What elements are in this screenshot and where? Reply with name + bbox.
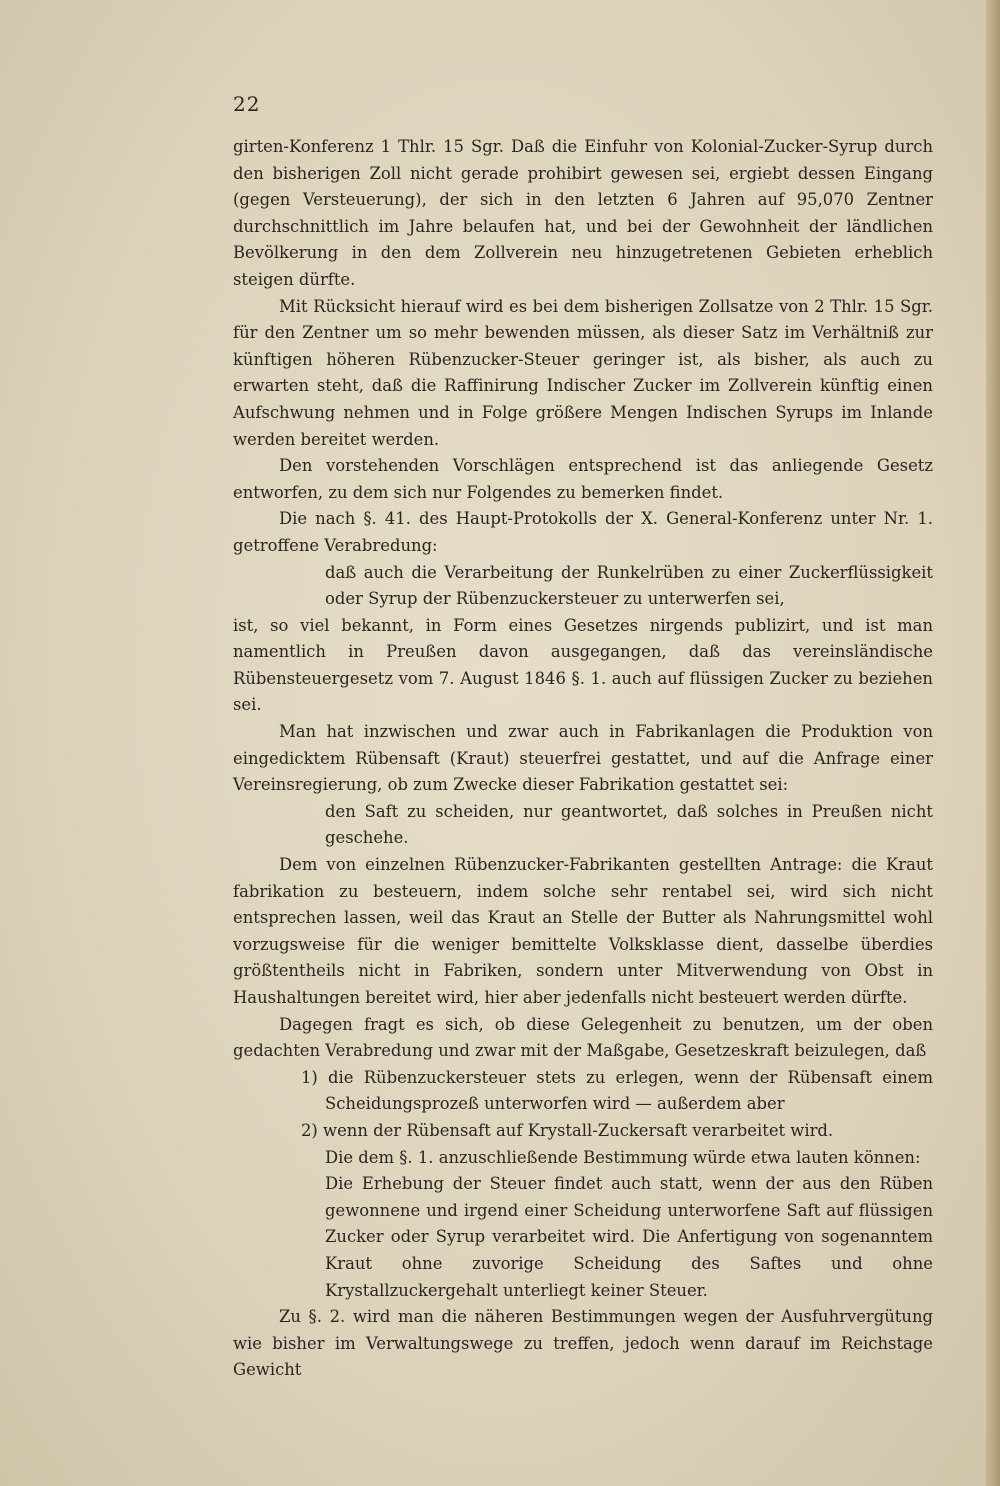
paragraph: Die dem §. 1. anzuschließende Bestimmung würde etwa lauten können: <box>325 1147 921 1167</box>
list-item: 1) die Rübenzuckersteuer stets zu erlegen, wenn der Rübensaft einem Scheidungsprozeß unterworfen wird — außerdem aber <box>301 1067 933 1114</box>
paragraph: Dagegen fragt es sich, ob diese Gelegenheit zu benutzen, um der oben gedachten Verabredung und zwar mit der Maßgabe, Gesetzeskraft beizulegen, daß <box>233 1014 933 1061</box>
page-number: 22 <box>233 92 261 116</box>
paragraph: Man hat inzwischen und zwar auch in Fabrikanlagen die Produktion von eingedicktem Rübensaft (Kraut) steuerfrei gestattet, und auf die Anfrage einer Vereinsregierung, ob zum Zwecke dieser Fabrikation gestattet sei: <box>233 722 933 795</box>
list-item: 2) wenn der Rübensaft auf Krystall-Zuckersaft verarbeitet wird. <box>301 1120 834 1140</box>
paragraph: Dem von einzelnen Rübenzucker-Fabrikanten gestellten Antrage: die Kraut fabrikation zu besteuern, indem solche sehr rentabel sei, wird sich nicht entsprechen lassen, weil das Kraut an Stelle der Butter als Nahrungsmittel wohl vorzugsweise für die weniger bemittelte Volksklasse dient, dasselbe überdies größtentheils nicht in Fabriken, sondern unter Mitverwendung von Obst in Haushaltungen bereitet wird, hier aber jedenfalls nicht besteuert werden dürfte. <box>233 855 933 1007</box>
paragraph: Mit Rücksicht hierauf wird es bei dem bisherigen Zollsatze von 2 Thlr. 15 Sgr. für den Zentner um so mehr bewenden müssen, als dieser Satz im Verhältniß zur künftigen höheren Rübenzucker-Steuer geringer ist, als bisher, als auch zu erwarten steht, daß die Raffinirung Indischer Zucker im Zollverein künftig einen Aufschwung nehmen und in Folge größere Mengen Indischen Syrups im Inlande werden bereitet werden. <box>233 296 933 449</box>
paragraph: girten-Konferenz 1 Thlr. 15 Sgr. Daß die Einfuhr von Kolonial-Zucker-Syrup durch den bisherigen Zoll nicht gerade prohibirt gewesen sei, ergiebt dessen Eingang (gegen Versteuerung), der sich in den letzten 6 Jahren auf 95,070 Zentner durchschnittlich im Jahre belaufen hat, und bei der Gewohnheit der ländlichen Bevölkerung in den dem Zollverein neu hinzugetretenen Gebieten erheblich steigen dürfte. <box>233 137 933 289</box>
proposed-provision: Die Erhebung der Steuer findet auch statt, wenn der aus den Rüben gewonnene und irgend einer Scheidung unterworfene Saft auf flüssigen Zucker oder Syrup verarbeitet wird. Die Anfertigung von sogenanntem Kraut ohne zuvorige Scheidung des Saftes und ohne Krystallzuckergehalt unterliegt keiner Steuer. <box>325 1174 933 1300</box>
quoted-answer: den Saft zu scheiden, nur geantwortet, daß solches in Preußen nicht geschehe. <box>325 801 933 848</box>
page-edge <box>986 0 1000 1486</box>
body-text <box>233 134 933 1384</box>
paragraph: ist, so viel bekannt, in Form eines Gesetzes nirgends publizirt, und ist man namentlich in Preußen davon ausgegangen, daß das vereinsländische Rübensteuergesetz vom 7. August 1846 §. 1. auch auf flüssigen Zucker zu beziehen sei. <box>233 615 933 715</box>
paragraph: Zu §. 2. wird man die näheren Bestimmungen wegen der Ausfuhrvergütung wie bisher im Verwaltungswege zu treffen, jedoch wenn darauf im Reichstage Gewicht <box>233 1307 933 1380</box>
paragraph: Die nach §. 41. des Haupt-Protokolls der X. General-Konferenz unter Nr. 1. getroffene Verabredung: <box>233 509 933 555</box>
paragraph: Den vorstehenden Vorschlägen entsprechend ist das anliegende Gesetz entworfen, zu dem sich nur Folgendes zu bemerken findet. <box>233 456 933 502</box>
quoted-agreement: daß auch die Verarbeitung der Runkelrüben zu einer Zuckerflüssigkeit oder Syrup der Rübenzuckersteuer zu unterwerfen sei, <box>325 562 933 609</box>
